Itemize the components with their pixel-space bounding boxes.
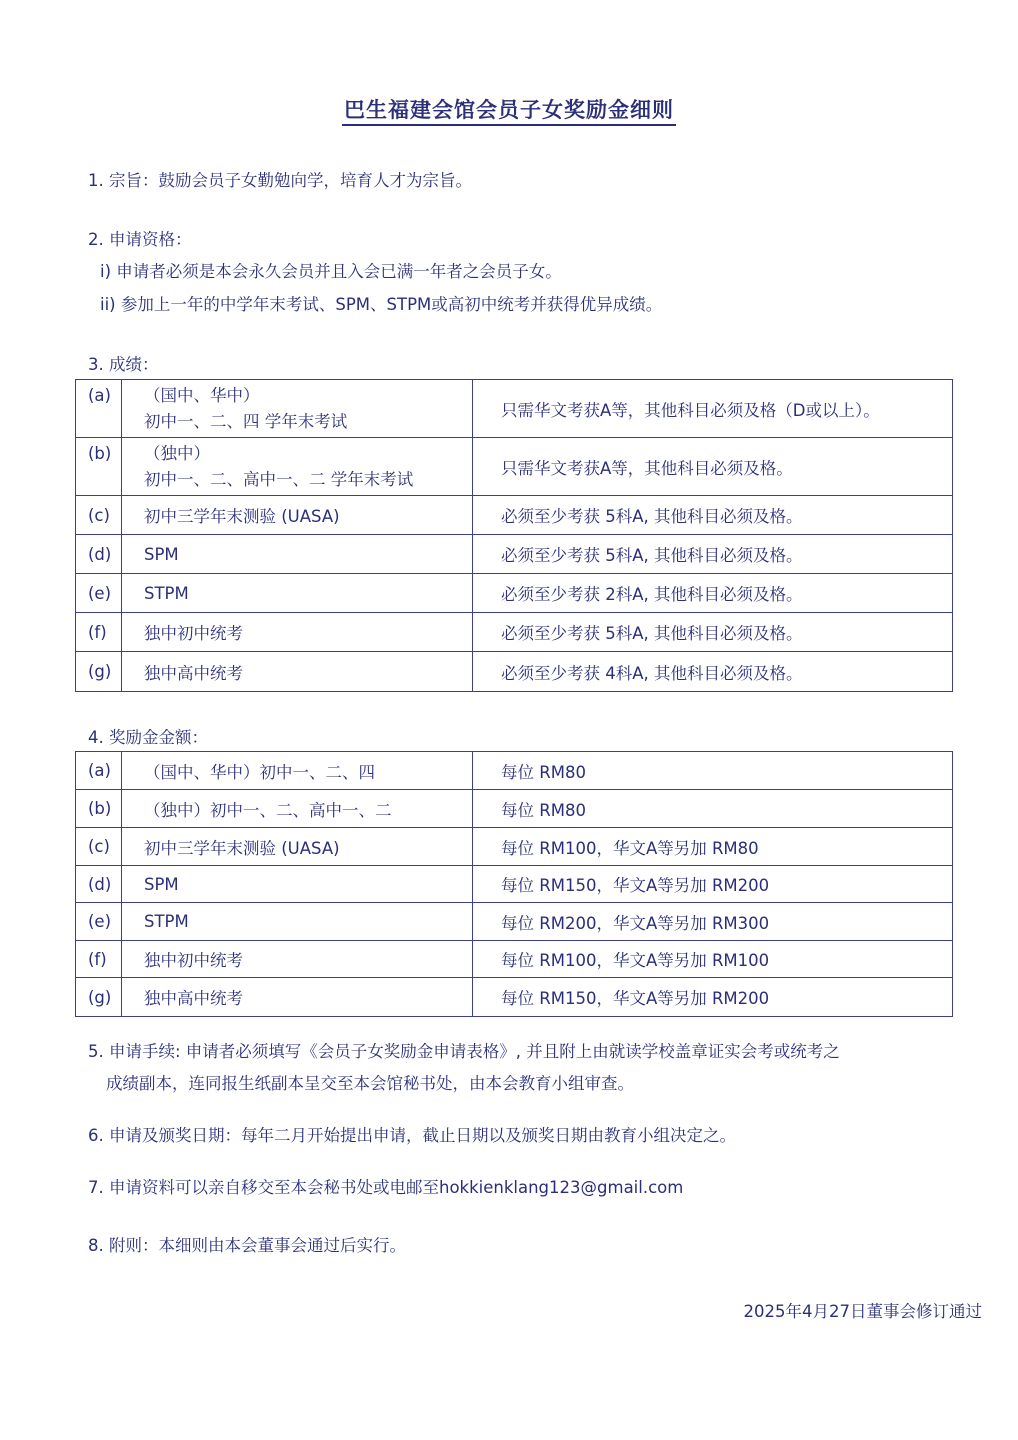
table-row xyxy=(76,752,953,790)
exam-cell: 初中三学年末测验 (UASA) xyxy=(122,828,473,866)
table-row xyxy=(76,828,953,866)
exam-cell: SPM xyxy=(122,866,473,903)
requirement-cell: 必须至少考获 5科A, 其他科目必须及格。 xyxy=(473,496,953,535)
requirement-cell: 必须至少考获 2科A, 其他科目必须及格。 xyxy=(473,574,953,613)
table-row xyxy=(76,496,953,535)
approval-date: 2025年4月27日董事会修订通过 xyxy=(743,1302,982,1321)
exam-cell xyxy=(122,438,473,496)
table-row xyxy=(76,903,953,941)
table-row xyxy=(76,574,953,613)
exam-cell: 独中高中统考 xyxy=(122,978,473,1017)
section-5-line-1: 5. 申请手续: 申请者必须填写《会员子女奖励金申请表格》, 并且附上由就读学校盖章证实会考或统考之 xyxy=(88,1042,840,1061)
exam-line: （独中） xyxy=(144,443,210,463)
amount-cell: 每位 RM200，华文A等另加 RM300 xyxy=(473,903,953,941)
requirement-cell: 只需华文考获A等，其他科目必须及格（D或以上）。 xyxy=(473,380,953,438)
requirement-cell: 只需华文考获A等，其他科目必须及格。 xyxy=(473,438,953,496)
exam-cell: STPM xyxy=(122,903,473,941)
table-row xyxy=(76,978,953,1017)
row-key: (a) xyxy=(76,752,122,790)
amount-cell: 每位 RM100，华文A等另加 RM80 xyxy=(473,828,953,866)
section-2-heading: 2. 申请资格： xyxy=(88,230,192,249)
section-7-submission: 7. 申请资料可以亲自移交至本会秘书处或电邮至hokkienklang123@gmail.com xyxy=(88,1178,684,1197)
exam-cell: （国中、华中）初中一、二、四 xyxy=(122,752,473,790)
exam-line: 初中一、二、四 学年末考试 xyxy=(144,411,348,431)
table-row xyxy=(76,438,953,496)
table-row xyxy=(76,866,953,903)
eligibility-i: i) 申请者必须是本会永久会员并且入会已满一年者之会员子女。 xyxy=(100,262,562,281)
row-key: (f) xyxy=(76,613,122,652)
row-key: (d) xyxy=(76,866,122,903)
row-key: (b) xyxy=(76,438,122,496)
exam-cell: SPM xyxy=(122,535,473,574)
results-table xyxy=(75,379,953,692)
table-row xyxy=(76,380,953,438)
amount-cell: 每位 RM80 xyxy=(473,752,953,790)
row-key: (e) xyxy=(76,903,122,941)
exam-cell xyxy=(122,380,473,438)
section-8-bylaw: 8. 附则：本细则由本会董事会通过后实行。 xyxy=(88,1236,406,1255)
row-key: (e) xyxy=(76,574,122,613)
section-4-heading: 4. 奖励金金额： xyxy=(88,728,208,747)
exam-cell: （独中）初中一、二、高中一、二 xyxy=(122,790,473,828)
exam-line: （国中、华中） xyxy=(144,385,260,405)
exam-cell: STPM xyxy=(122,574,473,613)
section-6-dates: 6. 申请及颁奖日期：每年二月开始提出申请，截止日期以及颁奖日期由教育小组决定之。 xyxy=(88,1126,736,1145)
document-title: 巴生福建会馆会员子女奖励金细则 xyxy=(0,94,1018,124)
exam-cell: 独中初中统考 xyxy=(122,613,473,652)
requirement-cell: 必须至少考获 4科A, 其他科目必须及格。 xyxy=(473,652,953,692)
amount-cell: 每位 RM100，华文A等另加 RM100 xyxy=(473,941,953,978)
amount-cell: 每位 RM80 xyxy=(473,790,953,828)
amount-cell: 每位 RM150，华文A等另加 RM200 xyxy=(473,866,953,903)
exam-cell: 独中高中统考 xyxy=(122,652,473,692)
requirement-cell: 必须至少考获 5科A, 其他科目必须及格。 xyxy=(473,613,953,652)
exam-line: 初中一、二、高中一、二 学年末考试 xyxy=(144,469,414,489)
row-key: (g) xyxy=(76,978,122,1017)
table-row xyxy=(76,613,953,652)
eligibility-ii: ii) 参加上一年的中学年末考试、SPM、STPM或高初中统考并获得优异成绩。 xyxy=(100,295,663,314)
exam-cell: 初中三学年末测验 (UASA) xyxy=(122,496,473,535)
row-key: (g) xyxy=(76,652,122,692)
row-key: (c) xyxy=(76,828,122,866)
section-1-purpose: 1. 宗旨：鼓励会员子女勤勉向学，培育人才为宗旨。 xyxy=(88,171,472,190)
table-row xyxy=(76,941,953,978)
table-row xyxy=(76,535,953,574)
row-key: (f) xyxy=(76,941,122,978)
row-key: (c) xyxy=(76,496,122,535)
table-row xyxy=(76,790,953,828)
amount-table xyxy=(75,751,953,1017)
amount-cell: 每位 RM150，华文A等另加 RM200 xyxy=(473,978,953,1017)
row-key: (d) xyxy=(76,535,122,574)
table-row xyxy=(76,652,953,692)
section-5-line-2: 成绩副本，连同报生纸副本呈交至本会馆秘书处，由本会教育小组审查。 xyxy=(106,1074,634,1093)
exam-cell: 独中初中统考 xyxy=(122,941,473,978)
row-key: (b) xyxy=(76,790,122,828)
section-3-heading: 3. 成绩： xyxy=(88,355,159,374)
requirement-cell: 必须至少考获 5科A, 其他科目必须及格。 xyxy=(473,535,953,574)
row-key: (a) xyxy=(76,380,122,438)
